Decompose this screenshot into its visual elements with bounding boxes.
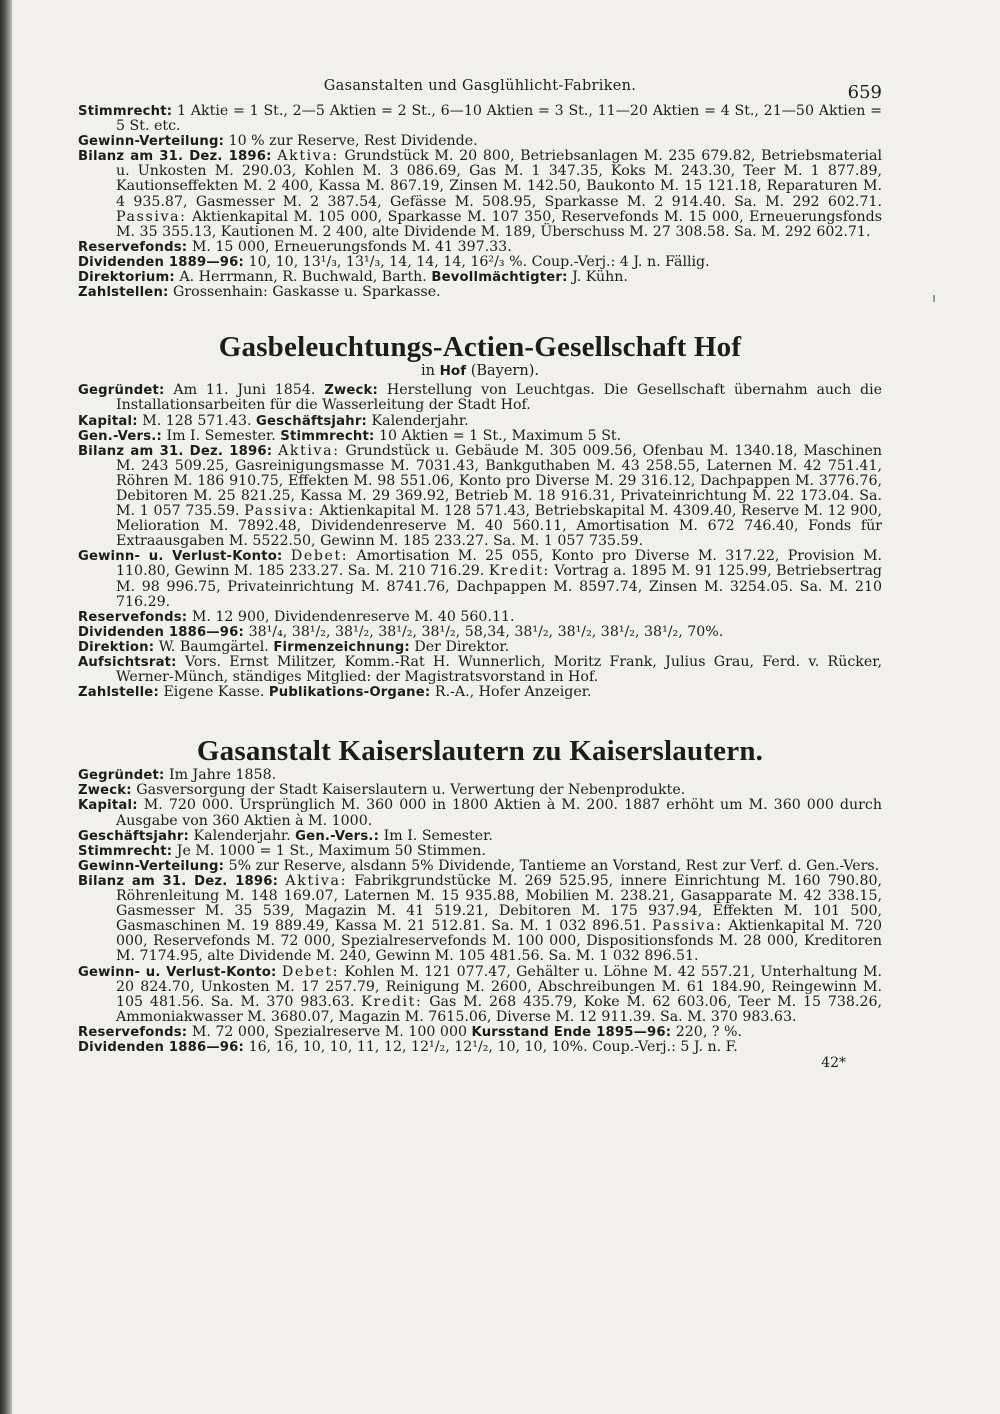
margin-mark <box>933 295 935 302</box>
entry-bilanz: Bilanz am 31. Dez. 1896: Aktiva: Grundstück M. 20 800, Betriebsanlagen M. 235 679.82, Betriebsmaterial u. Unkosten M. 290.03, Kohlen M. 3 086.69, Gas M. 1 347.35, Koks M. 243.30, Teer M. 1 877.89, Kautionseffekten M. 2 400, Kassa M. 867.19, Zinsen M. 142.50, Baukonto M. 15 121.18, Reparaturen M. 4 935.87, Gasmesser M. 2 387.54, Gefässe M. 508.95, Sparkasse M. 2 914.40. Sa. M. 292 602.71. Passiva: Aktienkapital M. 105 000, Sparkasse M. 107 350, Reservefonds M. 15 000, Erneuerungsfonds M. 35 355.13, Kautionen M. 2 400, alte Dividende M. 189, Überschuss M. 27 308.58. Sa. M. 292 602.71. <box>78 148 883 240</box>
company-title-hof: Gasbeleuchtungs-Actien-Gesellschaft Hof <box>218 331 742 364</box>
section-kaiserslautern <box>78 734 882 1055</box>
entry-kapital: Kapital: M. 128 571.43. Geschäftsjahr: Kalenderjahr. <box>78 412 469 429</box>
entry-bilanz: Bilanz am 31. Dez. 1896: Aktiva: Fabrikgrundstücke M. 269 525.95, innere Einrichtung M. 160 790.80, Röhrenleitung M. 148 169.07, Laternen M. 15 935.88, Mobilien M. 238.21, Gasapparate M. 42 338.15, Gasmesser M. 35 539, Magazin M. 41 519.21, Debitoren M. 175 937.94, Effekten M. 101 500, Gasmaschinen M. 19 889.49, Kassa M. 21 512.81. Sa. M. 1 032 896.51. Passiva: Aktienkapital M. 720 000, Reservefonds M. 72 000, Spezialreservefonds M. 100 000, Dispositionsfonds M. 28 000, Kreditoren M. 7174.95, alte Dividende M. 240, Gewinn M. 105 481.56. Sa. M. 1 032 896.51. <box>78 872 883 965</box>
entry-dividenden: Dividenden 1886—96: 38¹/₄, 38¹/₂, 38¹/₂, 38¹/₂, 38¹/₂, 58,34, 38¹/₂, 38¹/₂, 38¹/₂, 38¹/₂, 70%. <box>78 623 724 640</box>
entry-stimmrecht: Stimmrecht: Je M. 1000 = 1 St., Maximum 50 Stimmen. <box>78 842 486 859</box>
entry-stimmrecht: Stimmrecht: 1 Aktie = 1 St., 2—5 Aktien = 2 St., 6—10 Aktien = 3 St., 11—20 Aktien = 4 St., 21—50 Aktien = 5 St. etc. <box>78 103 882 135</box>
entry-reservefonds: Reservefonds: M. 72 000, Spezialreserve M. 100 000 Kursstand Ende 1895—96: 220, ? %. <box>78 1023 742 1040</box>
section-hof <box>78 330 882 700</box>
book-binding-edge <box>0 0 12 1414</box>
entry-gewinn-verteilung: Gewinn-Verteilung: 10 % zur Reserve, Rest Dividende. <box>78 133 478 150</box>
page-number: 659 <box>847 82 882 103</box>
entry-zweck: Zweck: Gasversorgung der Stadt Kaiserslautern u. Verwertung der Nebenprodukte. <box>78 782 686 799</box>
running-head-title: Gasanstalten und Gasglühlicht-Fabriken. <box>323 78 637 94</box>
company-location-hof: in Hof (Bayern). <box>421 363 539 380</box>
signature-mark: 42* <box>821 1055 846 1072</box>
entry-gewinn-verlust: Gewinn- u. Verlust-Konto: Debet: Amortisation M. 25 055, Konto pro Diverse M. 317.22, Provision M. 110.80, Gewinn M. 185 233.27. Sa. M. 210 716.29. Kredit: Vortrag a. 1895 M. 91 125.99, Betriebsertrag M. 98 996.75, Privateinrichtung M. 8741.76, Dachpappen M. 8597.74, Zinsen M. 3254.05. Sa. M. 210 716.29. <box>78 548 883 610</box>
entry-gegruendet: Gegründet: Im Jahre 1858. <box>78 767 277 784</box>
running-head <box>78 74 882 104</box>
entry-gewinn-verlust: Gewinn- u. Verlust-Konto: Debet: Kohlen M. 121 077.47, Gehälter u. Löhne M. 42 557.21, Unterhaltung M. 20 824.70, Unkosten M. 17 257.79, Reinigung M. 2600, Abschreibungen M. 61 184.90, Reingewinn M. 105 481.56. Sa. M. 370 983.63. Kredit: Gas M. 268 435.79, Koke M. 62 603.06, Teer M. 15 738.26, Ammoniakwasser M. 3680.07, Magazin M. 7615.06, Diverse M. 12 911.39. Sa. M. 370 983.63. <box>78 963 883 1025</box>
entry-gen-vers: Gen.-Vers.: Im I. Semester. Stimmrecht: 10 Aktien = 1 St., Maximum 5 St. <box>78 427 622 444</box>
entry-gegruendet: Gegründet: Am 11. Juni 1854. Zweck: Herstellung von Leuchtgas. Die Gesellschaft übernahm auch die Installationsarbeiten für die Wasserleitung der Stadt Hof. <box>78 382 883 414</box>
entry-reservefonds: Reservefonds: M. 15 000, Erneuerungsfonds M. 41 397.33. <box>78 238 512 255</box>
entry-dividenden: Dividenden 1889—96: 10, 10, 13¹/₃, 13¹/₃, 14, 14, 14, 16²/₃ %. Coup.-Verj.: 4 J. n. Fällig. <box>78 253 710 270</box>
page <box>78 74 882 1071</box>
entry-zahlstellen: Zahlstellen: Grossenhain: Gaskasse u. Sparkasse. <box>78 284 441 301</box>
entry-reservefonds: Reservefonds: M. 12 900, Dividendenreserve M. 40 560.11. <box>78 608 515 625</box>
company-title-kaiserslautern: Gasanstalt Kaiserslautern zu Kaiserslautern. <box>196 735 764 768</box>
entry-bilanz: Bilanz am 31. Dez. 1896: Aktiva: Grundstück u. Gebäude M. 305 009.56, Ofenbau M. 1340.18, Maschinen M. 243 509.25, Gasreinigungsmasse M. 7031.43, Bankguthaben M. 43 258.55, Laternen M. 42 751.41, Röhren M. 186 910.75, Effekten M. 98 551.06, Konto pro Diverse M. 29 316.12, Dachpappen M. 3776.76, Debitoren M. 25 821.25, Kassa M. 29 369.92, Betrieb M. 18 916.31, Privateinrichtung M. 22 173.04. Sa. M. 1 057 735.59. Passiva: Aktienkapital M. 128 571.43, Betriebskapital M. 4309.40, Reserve M. 12 900, Melioration M. 7892.48, Dividendenreserve M. 40 560.11, Amortisation M. 672 746.40, Fonds für Extraausgaben M. 5522.50, Gewinn M. 185 233.27. Sa. M. 1 057 735.59. <box>78 442 883 550</box>
entry-zahlstelle: Zahlstelle: Eigene Kasse. Publikations-Organe: R.-A., Hofer Anzeiger. <box>78 684 592 701</box>
entry-direktion: Direktion: W. Baumgärtel. Firmenzeichnung: Der Direktor. <box>78 638 510 655</box>
entry-gewinn-verteilung: Gewinn-Verteilung: 5% zur Reserve, alsdann 5% Dividende, Tantieme an Vorstand, Rest zur Verf. d. Gen.-Vers. <box>78 857 880 874</box>
entry-dividenden: Dividenden 1886—96: 16, 16, 10, 10, 11, 12, 12¹/₂, 12¹/₂, 10, 10, 10%. Coup.-Verj.: 5 J. n. F. <box>78 1038 738 1055</box>
entry-kapital: Kapital: M. 720 000. Ursprünglich M. 360 000 in 1800 Aktien à M. 200. 1887 erhöht um M. 360 000 durch Ausgabe von 360 Aktien à M. 1000. <box>78 797 882 829</box>
section-continuation <box>78 104 882 300</box>
entry-direktorium: Direktorium: A. Herrmann, R. Buchwald, Barth. Bevollmächtigter: J. Kühn. <box>78 269 628 286</box>
entry-geschaeftsjahr: Geschäftsjahr: Kalenderjahr. Gen.-Vers.: Im I. Semester. <box>78 827 493 844</box>
entry-aufsichtsrat: Aufsichtsrat: Vors. Ernst Militzer, Komm.-Rat H. Wunnerlich, Moritz Frank, Julius Grau, Ferd. v. Rücker, Werner-Münch, ständiges Mitglied: der Magistratsvorstand in Hof. <box>78 654 883 686</box>
